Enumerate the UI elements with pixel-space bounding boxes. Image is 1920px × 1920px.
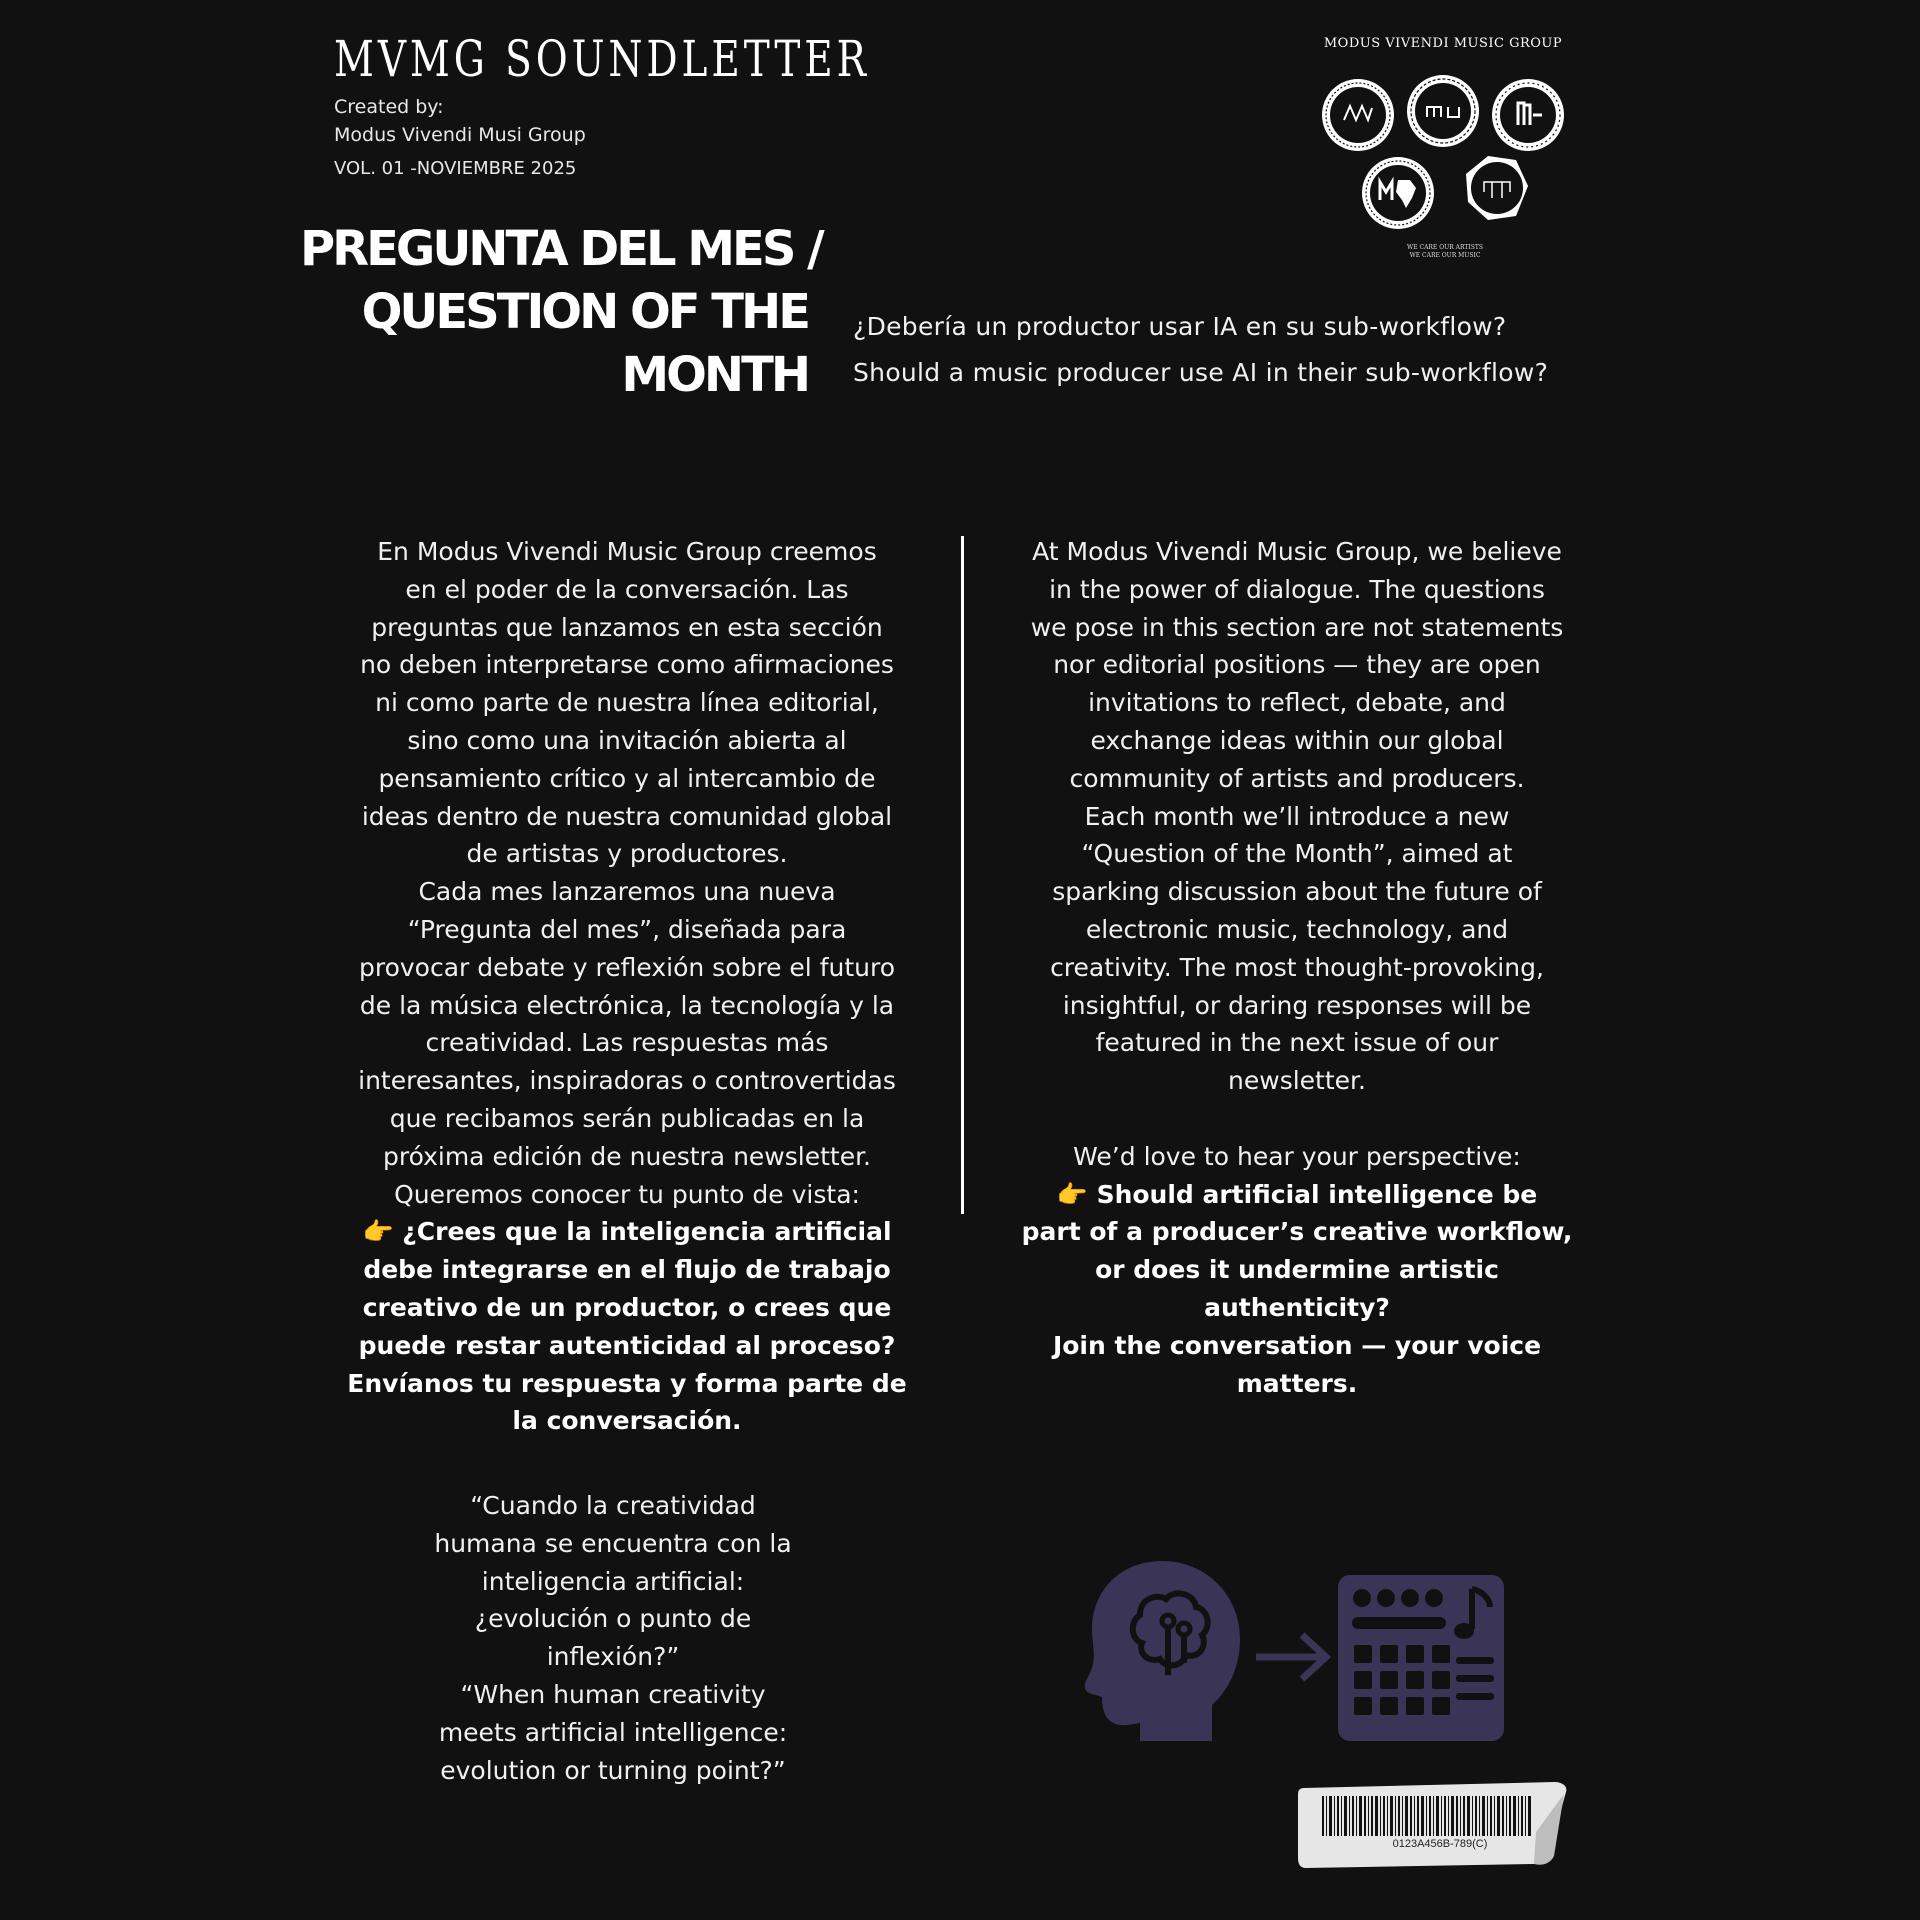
ai-music-illustration bbox=[1080, 1555, 1510, 1745]
arrow-right-icon bbox=[1256, 1635, 1326, 1679]
barcode-bars bbox=[1322, 1796, 1531, 1836]
quote-english: “When human creativity meets artificial intelligence: evolution or turning point?” bbox=[438, 1679, 788, 1785]
qotm-heading-line: PREGUNTA DEL MES / bbox=[300, 221, 822, 277]
pointing-hand-icon: 👉 bbox=[362, 1217, 394, 1247]
english-intro: At Modus Vivendi Music Group, we believe in the power of dialogue. The questions we pose in this section are not statements nor editorial positions — they are open invitations to reflect, debate, and exchange ideas within our global community of artists and producers. Each month we’ll introduce a new “Question of the Month”, aimed at sparking discussion about the future of electronic music, technology, and creativity. The most thought-provoking, insightful, or daring responses will be featured in the next issue of our newsletter. bbox=[1030, 537, 1564, 1096]
spanish-question bbox=[347, 1213, 907, 1440]
volume-date: VOL. 01 -NOVIEMBRE 2025 bbox=[334, 158, 577, 179]
hexagon-seal-icon bbox=[1466, 156, 1528, 220]
spanish-question-text: ¿Crees que la inteligencia artificial debe integrarse en el flujo de trabajo creativo de un productor, o crees que puede restar autenticidad al proceso? Envíanos tu respuesta y forma parte de la conversación. bbox=[347, 1217, 907, 1436]
ai-brain-head-icon bbox=[1085, 1561, 1240, 1741]
english-question-text: Should artificial intelligence be part of a producer’s creative workflow, or does it undermine artistic authenticity? Join the conversation — your voice matters. bbox=[1021, 1179, 1573, 1398]
newsletter-title: MVMG SOUNDLETTER bbox=[334, 30, 870, 88]
pointing-hand-icon: 👉 bbox=[1056, 1179, 1088, 1209]
qotm-heading-line: QUESTION OF THE bbox=[361, 284, 808, 340]
qotm-heading-line: MONTH bbox=[621, 347, 808, 403]
africa-map-seal-icon bbox=[1362, 157, 1434, 229]
created-by-label: Created by: bbox=[334, 96, 444, 118]
quote-block bbox=[408, 1487, 818, 1789]
barcode-sticker bbox=[1298, 1780, 1572, 1870]
label-logos bbox=[1310, 70, 1590, 270]
group-name: MODUS VIVENDI MUSIC GROUP bbox=[1323, 36, 1563, 51]
spanish-column bbox=[347, 533, 907, 1440]
record-label-seal-icon bbox=[1407, 75, 1479, 147]
question-english: Should a music producer use AI in their sub-workflow? bbox=[853, 358, 1549, 387]
record-label-seal-icon bbox=[1322, 79, 1394, 151]
english-column bbox=[1017, 533, 1577, 1402]
english-perspective: We’d love to hear your perspective: bbox=[1073, 1141, 1521, 1171]
qotm-heading bbox=[300, 218, 822, 407]
barcode-number: 0123A456B-789(C) bbox=[1392, 1838, 1488, 1850]
created-by-org: Modus Vivendi Musi Group bbox=[334, 124, 586, 146]
record-label-seal-icon bbox=[1492, 79, 1564, 151]
question-spanish: ¿Debería un productor usar IA en su sub-workflow? bbox=[853, 312, 1507, 341]
slogan-line: WE CARE OUR MUSIC bbox=[1409, 252, 1481, 259]
drum-machine-icon bbox=[1338, 1575, 1504, 1741]
spacer bbox=[1017, 1100, 1577, 1138]
slogan bbox=[1370, 244, 1520, 260]
column-divider bbox=[961, 536, 964, 1214]
slogan-line: WE CARE OUR ARTISTS bbox=[1407, 244, 1483, 251]
quote-spanish: “Cuando la creatividad humana se encuentra con la inteligencia artificial: ¿evolución o punto de inflexión?” bbox=[434, 1491, 792, 1672]
spanish-intro: En Modus Vivendi Music Group creemos en el poder de la conversación. Las preguntas que lanzamos en esta sección no deben interpretarse como afirmaciones ni como parte de nuestra línea editorial, sino como una invitación abierta al pensamiento crítico y al intercambio de ideas dentro de nuestra comunidad global de artistas y productores. Cada mes lanzaremos una nueva “Pregunta del mes”, diseñada para provocar debate y reflexión sobre el futuro de la música electrónica, la tecnología y la creatividad. Las respuestas más interesantes, inspiradoras o controvertidas que recibamos serán publicadas en la próxima edición de nuestra newsletter. Queremos conocer tu punto de vista: bbox=[358, 537, 896, 1209]
english-question bbox=[1017, 1176, 1577, 1403]
